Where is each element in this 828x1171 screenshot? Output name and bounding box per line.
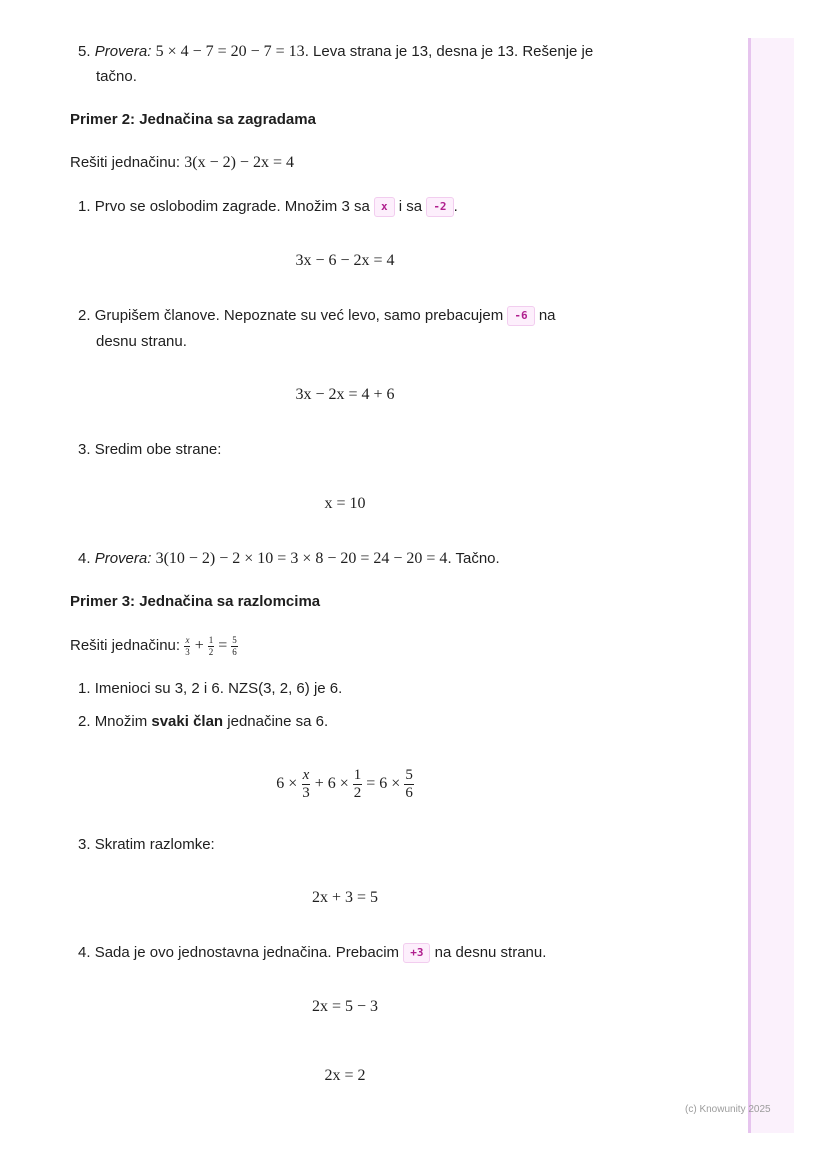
step-number: 2. (78, 307, 91, 324)
equation-4: 2x + 3 = 5 (311, 889, 379, 906)
step-5-line-1 (78, 41, 593, 63)
step-text: Grupišem članove. Nepoznate su već levo, samo prebacujem (94, 307, 504, 324)
step-text: Imenioci su 3, 2 i 6. NZS(3, 2, 6) je 6. (94, 680, 343, 697)
step-number: 1. (78, 198, 91, 215)
check-label: Provera: (94, 550, 152, 567)
step-text: . (453, 198, 458, 215)
step-number: 5. (78, 43, 91, 60)
copyright-footer: (c) Knowunity 2025 (685, 1104, 771, 1115)
example-2-step-2-cont (96, 331, 187, 353)
task-label: Rešiti jednačinu: (70, 637, 181, 654)
fraction: $\frac{x}{3}$ (185, 634, 190, 657)
example-3-step-3 (78, 834, 215, 856)
step-text: Sredim obe strane: (94, 441, 222, 458)
example-2-step-2 (78, 305, 556, 327)
example-3-step-1 (78, 678, 342, 700)
step-text: i sa (398, 198, 423, 215)
fraction: $\frac{1}{2}$ (208, 634, 214, 657)
emphasis-text: svaki član (151, 713, 224, 730)
step-text: Množim (94, 713, 148, 730)
example-2-step-4 (78, 548, 500, 570)
equation-5: 2x = 5 − 3 (311, 998, 379, 1015)
example-2-task (70, 152, 294, 174)
step-number: 2. (78, 713, 91, 730)
equation-2: 3x − 2x = 4 + 6 (295, 386, 395, 403)
step-text: . Tačno. (447, 550, 500, 567)
fraction: $\frac{x}{3}$ (302, 766, 310, 801)
fraction: $\frac{5}{6}$ (405, 766, 413, 801)
check-math: 3(10 − 2) − 2 × 10 = 3 × 8 − 20 = 24 − 20 = 4 (155, 550, 448, 567)
step-text: na (538, 307, 556, 324)
example-3-step-4 (78, 942, 546, 964)
example-2-step-3 (78, 439, 221, 461)
inline-code-x: x (374, 197, 395, 217)
equation-1: 3x − 6 − 2x = 4 (295, 252, 395, 269)
task-equation: $\frac{x}{3}$ + $\frac{1}{2}$ = $\frac{5}{6}$ (185, 634, 237, 657)
step-text: na desnu stranu. (434, 944, 547, 961)
step-number: 4. (78, 550, 91, 567)
step-text: Prvo se oslobodim zagrade. Množim 3 sa (94, 198, 370, 215)
inline-code-plus-3: +3 (403, 943, 430, 963)
step-text-continued: tačno. (96, 68, 137, 85)
fraction: $\frac{1}{2}$ (353, 766, 362, 801)
inline-code-minus-6: -6 (507, 306, 534, 326)
check-label: Provera: (94, 43, 152, 60)
step-number: 4. (78, 944, 91, 961)
step-number: 1. (78, 680, 91, 697)
fraction: $\frac{5}{6}$ (232, 634, 237, 657)
task-equation: 3(x − 2) − 2x = 4 (184, 154, 294, 171)
task-label: Rešiti jednačinu: (70, 154, 181, 171)
example-3-step-2 (78, 711, 328, 733)
example-2-step-1 (78, 196, 458, 218)
step-text-continued: desnu stranu. (96, 333, 187, 350)
example-3-title: Primer 3: Jednačina sa razlomcima (70, 593, 321, 610)
example-2-title: Primer 2: Jednačina sa zagradama (70, 111, 316, 128)
equation-multiply: 6 × $\frac{x}{3}$ + 6 × $\frac{1}{2}$ = 6 × $\frac{5}{6}$ (276, 766, 413, 801)
equation-6: 2x = 2 (324, 1067, 366, 1084)
side-panel (748, 38, 794, 1133)
equation-3: x = 10 (324, 495, 366, 512)
step-text: Skratim razlomke: (94, 836, 215, 853)
step-number: 3. (78, 441, 91, 458)
inline-code-minus-2: -2 (426, 197, 453, 217)
example-3-task (70, 635, 238, 657)
step-text: jednačine sa 6. (227, 713, 329, 730)
step-number: 3. (78, 836, 91, 853)
check-math: 5 × 4 − 7 = 20 − 7 = 13 (155, 43, 305, 60)
step-text: Sada je ovo jednostavna jednačina. Prebacim (94, 944, 400, 961)
step-text: . Leva strana je 13, desna je 13. Rešenje je (304, 43, 594, 60)
step-5-line-2 (96, 66, 137, 88)
